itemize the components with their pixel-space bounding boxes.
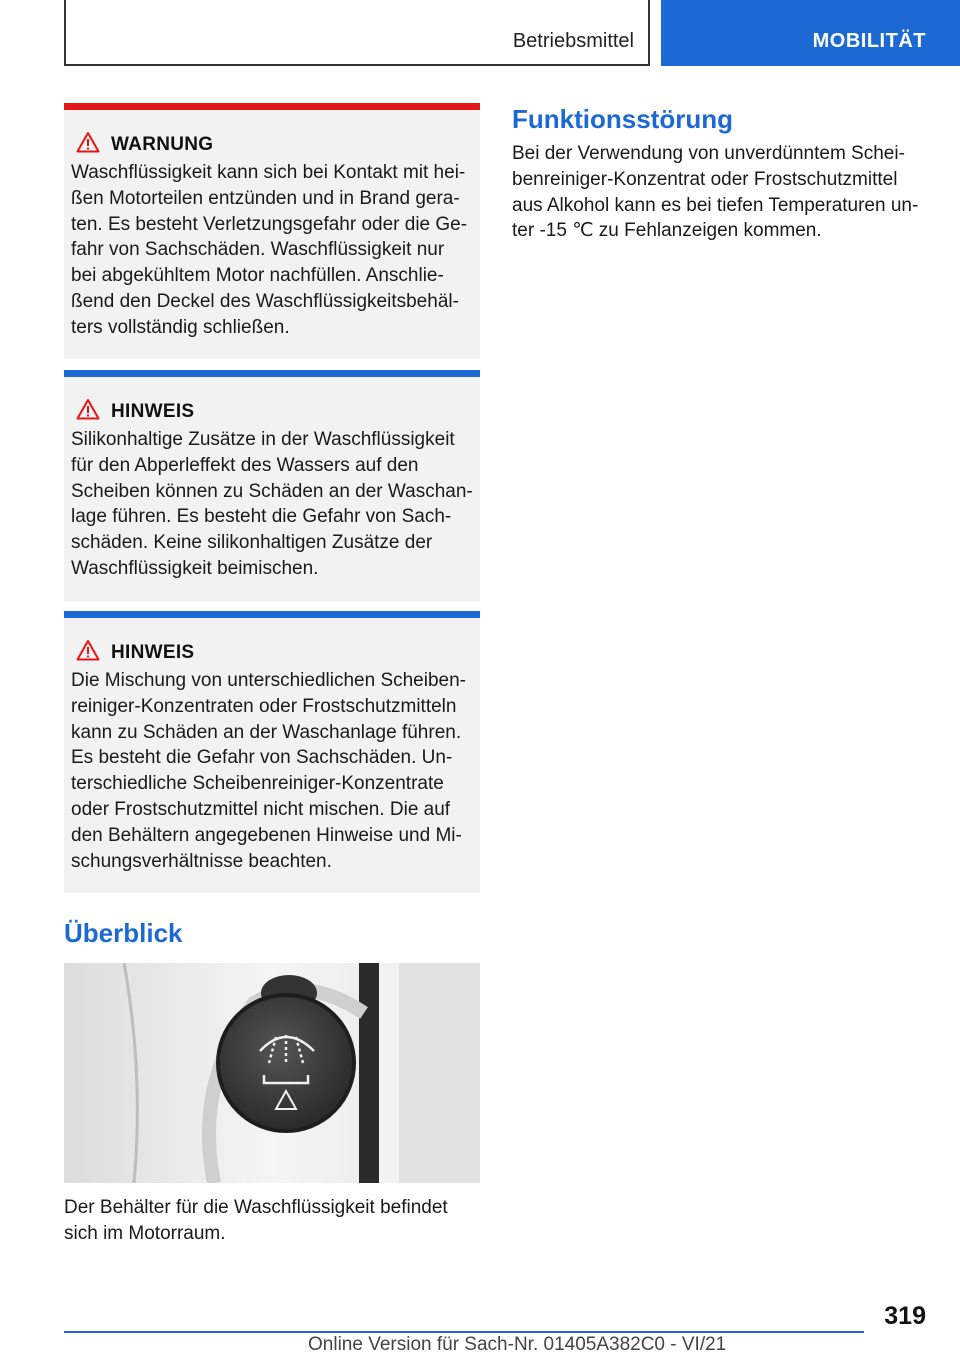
footer-online-version: Online Version für Sach-Nr. 01405A382C0 - VI/21 (308, 1334, 727, 1355)
notice-bar (64, 370, 480, 377)
warning-triangle-icon (76, 131, 100, 153)
header-section-title: Betriebsmittel (512, 30, 634, 52)
warning-title: WARNUNG (111, 134, 214, 155)
header-section-tab (64, 0, 650, 66)
notice-box-silicone (64, 370, 480, 601)
washer-reservoir-photo (64, 963, 480, 1183)
notice-text: Silikonhaltige Zusätze in der Waschflüssigkeit für den Abperleffekt des Wassers auf den Scheiben können zu Schäden an der Waschan- lage führen. Es besteht die Gefahr von Sach- schäden. Keine silikonhaltigen Zusätze der Waschflüssigkeit beimischen. (71, 429, 473, 579)
overview-caption: Der Behälter für die Waschflüssigkeit befindet sich im Motorraum. (64, 1197, 448, 1244)
page-number: 319 (884, 1302, 926, 1330)
warning-text: Waschflüssigkeit kann sich bei Kontakt mit hei- ßen Motorteilen entzünden und in Brand gera- ten. Es besteht Verletzungsgefahr oder die Ge- fahr von Sachschäden. Waschflüssigkeit nur bei abgekühltem Motor nachfüllen. Anschlie- ßend den Deckel des Waschflüssigkeitsbehäl- ters vollständig schließen. (71, 162, 468, 338)
malfunction-heading: Funktionsstörung (512, 104, 733, 134)
header-chapter-tab (661, 0, 960, 66)
header-chapter-title: MOBILITÄT (812, 30, 926, 52)
notice-text: Die Mischung von unterschiedlichen Scheiben- reiniger-Konzentraten oder Frostschutzmitteln kann zu Schäden an der Waschanlage führen. Es besteht die Gefahr von Sachschäden. Un- terschiedliche Scheibenreiniger-Konzentrate oder Frostschutzmittel nicht mischen. Die auf den Behältern angegebenen Hinweise und Mi- schungsverhältnisse beachten. (71, 670, 467, 872)
notice-title: HINWEIS (111, 401, 195, 422)
notice-title: HINWEIS (111, 642, 195, 663)
warning-triangle-icon (76, 639, 100, 661)
warning-box (64, 103, 480, 359)
notice-box-mixing (64, 611, 480, 893)
malfunction-text: Bei der Verwendung von unverdünntem Schei- benreiniger-Konzentrat oder Frostschutzmittel aus Alkohol kann es bei tiefen Temperaturen un- ter -15 ℃ zu Fehlanzeigen kommen. (512, 143, 919, 242)
warning-bar (64, 103, 480, 110)
overview-heading: Überblick (64, 918, 183, 948)
warning-triangle-icon (76, 398, 100, 420)
footer-divider (64, 1331, 864, 1333)
notice-bar (64, 611, 480, 618)
